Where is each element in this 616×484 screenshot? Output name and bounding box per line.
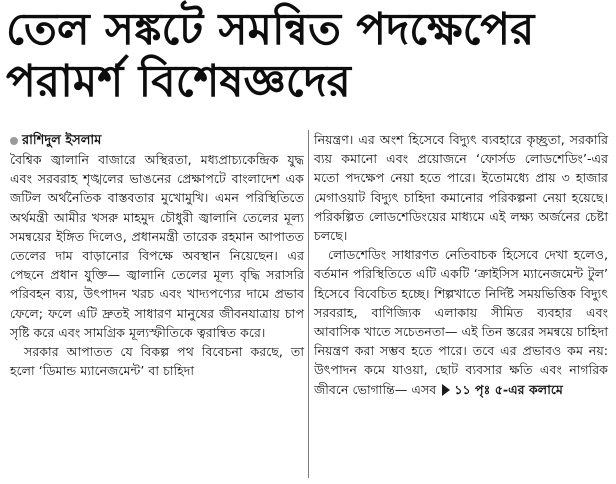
headline-line-1: তেল সঙ্কটে সমন্বিত পদক্ষেপের (6, 4, 535, 55)
right-paragraph-2 (314, 245, 608, 399)
left-column (10, 150, 304, 380)
right-column (314, 130, 608, 399)
continuation-arrow-icon (442, 384, 450, 396)
headline-line-2: পরামর্শ বিশেষজ্ঞদের (6, 56, 351, 107)
right-paragraph-2-text: লোডশেডিং সাধারণত নেতিবাচক হিসেবে দেখা হলেও, বর্তমান পরিস্থিতিতে এটি একটি ‘ক্রাইসিস ম্যানেজমেন্ট টুল’ হিসেবে বিবেচিত হচ্ছে। শিল্পখাতে নির্দিষ্ট সময়ভিত্তিক বিদ্যুৎ সরবরাহ, বাণিজ্যিক এলাকায় সীমিত ব্যবহার এবং আবাসিক খাতে সচেতনতা— এই তিন স্তরের সমন্বয়ে চাহিদা নিয়ন্ত্রণ করা সম্ভব হতে পারে। তবে এর প্রভাবও কম নয়: উৎপাদন কমে যাওয়া, ছোট ব্যবসার ক্ষতি এবং নাগরিক জীবনে ভোগান্তি— এসব (314, 247, 608, 397)
headline (6, 4, 610, 108)
byline-author: রাশিদুল ইসলাম (22, 133, 102, 148)
byline (10, 132, 304, 150)
continuation-jump[interactable]: ১১ পৃঃ ৫-এর কলামে (454, 381, 563, 397)
column-divider (308, 130, 309, 478)
right-paragraph-1: নিয়ন্ত্রণ। এর অংশ হিসেবে বিদ্যুৎ ব্যবহারে কৃচ্ছ্রতা, সরকারি ব্যয় কমানো এবং প্রয়োজনে ‘ফোর্সড লোডশেডিং’-এর মতো পদক্ষেপ নেয়া হতে পারে। ইতোমধ্যে প্রায় ৩ হাজার মেগাওয়াট বিদ্যুৎ চাহিদা কমানোর পরিকল্পনা নেয়া হয়েছে। পরিকল্পিত লোডশেডিংয়ের মাধ্যমে এই লক্ষ্য অর্জনের চেষ্টা চলছে। (314, 132, 608, 244)
left-paragraph-2: সরকার আপাতত যে বিকল্প পথ বিবেচনা করছে, তা হলো ‘ডিমান্ড ম্যানেজমেন্ট’ বা চাহিদা (10, 344, 304, 379)
left-paragraph-1: বৈশ্বিক জ্বালানি বাজারে অস্থিরতা, মধ্যপ্রাচ্যকেন্দ্রিক যুদ্ধ এবং সরবরাহ শৃঙ্খলের ভাঙনের প্রেক্ষাপটে বাংলাদেশ এক জটিল অর্থনৈতিক বাস্তবতার মুখোমুখি। এমন পরিস্থিতিতে অর্থমন্ত্রী আমীর খসরু মাহমুদ চৌধুরী জ্বালানি তেলের মূল্য সমন্বয়ের ইঙ্গিত দিলেও, প্রধানমন্ত্রী তারেক রহমান আপাতত তেলের দাম বাড়ানোর বিপক্ষে অবস্থান নিয়েছেন। এর পেছনে প্রধান যুক্তি— জ্বালানি তেলের মূল্য বৃদ্ধি সরাসরি পরিবহন ব্যয়, উৎপাদন খরচ এবং খাদ্যপণ্যের দামে প্রভাব ফেলে; ফলে এটি দ্রুতই সাধারণ মানুষের জীবনযাত্রায় চাপ সৃষ্টি করে এবং সামগ্রিক মূল্যস্ফীতিকে ত্বরান্বিত করে। (10, 152, 304, 340)
bullet-icon (10, 137, 18, 145)
